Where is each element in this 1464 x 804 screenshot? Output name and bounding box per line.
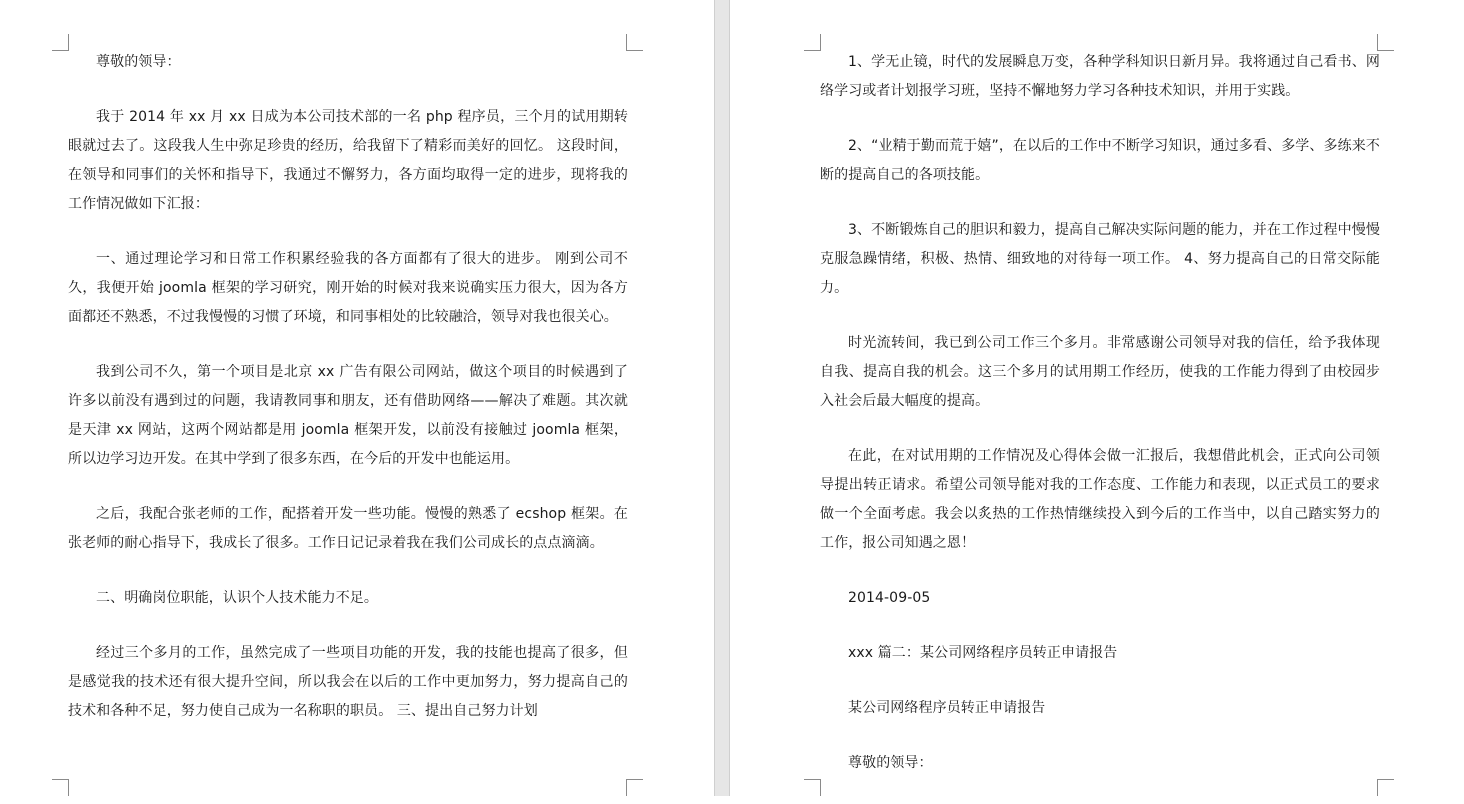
page-body-text[interactable] [820,48,1380,804]
page-corner-mark [52,779,69,796]
section-title: xxx 篇二：某公司网络程序员转正申请报告 [848,645,1118,661]
page-body-text[interactable] [68,48,628,752]
page-corner-mark [626,34,643,51]
paragraph: 2、“业精于勤而荒于嬉”，在以后的工作中不断学习知识，通过多看、多学、多练来不断的提高自己的各项技能。 [820,138,1380,183]
salutation: 尊敬的领导： [96,54,181,70]
paragraph: 我于 2014 年 xx 月 xx 日成为本公司技术部的一名 php 程序员，三个月的试用期转眼就过去了。这段我人生中弥足珍贵的经历，给我留下了精彩而美好的回忆。 这段时间，在领导和同事们的关怀和指导下，我通过不懈努力，各方面均取得一定的进步，现将我的工作情况做如下汇报： [68,109,628,212]
paragraph: 时光流转间，我已到公司工作三个多月。非常感谢公司领导对我的信任，给予我体现自我、提高自我的机会。这三个多月的试用期工作经历，使我的工作能力得到了由校园步入社会后最大幅度的提高。 [820,335,1380,409]
report-title: 某公司网络程序员转正申请报告 [848,700,1046,716]
paragraph: 经过三个多月的工作，虽然完成了一些项目功能的开发，我的技能也提高了很多，但是感觉我的技术还有很大提升空间，所以我会在以后的工作中更加努力，努力提高自己的技术和各种不足，努力使自己成为一名称职的职员。 三、提出自己努力计划 [68,645,628,719]
paragraph: 一、通过理论学习和日常工作积累经验我的各方面都有了很大的进步。 刚到公司不久，我便开始 joomla 框架的学习研究，刚开始的时候对我来说确实压力很大，因为各方面都还不熟悉，不过我慢慢的习惯了环境，和同事相处的比较融洽，领导对我也很关心。 [68,251,628,325]
salutation: 尊敬的领导： [848,755,933,771]
paragraph: 我到公司不久，第一个项目是北京 xx 广告有限公司网站，做这个项目的时候遇到了许多以前没有遇到过的问题，我请教同事和朋友，还有借助网络——解决了难题。其次就是天津 xx 网站，这两个网站都是用 joomla 框架开发，以前没有接触过 joomla 框架，所以边学习边开发。在其中学到了很多东西，在今后的开发中也能运用。 [68,364,628,467]
paragraph: 之后，我配合张老师的工作，配搭着开发一些功能。慢慢的熟悉了 ecshop 框架。在张老师的耐心指导下，我成长了很多。工作日记记录着我在我们公司成长的点点滴滴。 [68,506,628,551]
page-separator-edge [714,0,715,796]
page-corner-mark [804,779,821,796]
document-page-right [730,0,1464,796]
document-page-left [0,0,714,796]
paragraph: 在此，在对试用期的工作情况及心得体会做一汇报后，我想借此机会，正式向公司领导提出转正请求。希望公司领导能对我的工作态度、工作能力和表现，以正式员工的要求做一个全面考虑。我会以炙热的工作热情继续投入到今后的工作当中，以自己踏实努力的工作，报公司知遇之恩！ [820,448,1380,551]
paragraph: 1、学无止镜，时代的发展瞬息万变，各种学科知识日新月异。我将通过自己看书、网络学习或者计划报学习班，坚持不懈地努力学习各种技术知识，并用于实践。 [820,54,1380,99]
section-heading: 二、明确岗位职能，认识个人技术能力不足。 [96,590,378,606]
page-corner-mark [804,34,821,51]
page-corner-mark [52,34,69,51]
paragraph: 3、不断锻炼自己的胆识和毅力，提高自己解决实际问题的能力，并在工作过程中慢慢克服急躁情绪，积极、热情、细致地的对待每一项工作。 4、努力提高自己的日常交际能力。 [820,222,1380,296]
date-line: 2014-09-05 [848,590,931,606]
page-corner-mark [626,779,643,796]
page-separator [714,0,730,796]
